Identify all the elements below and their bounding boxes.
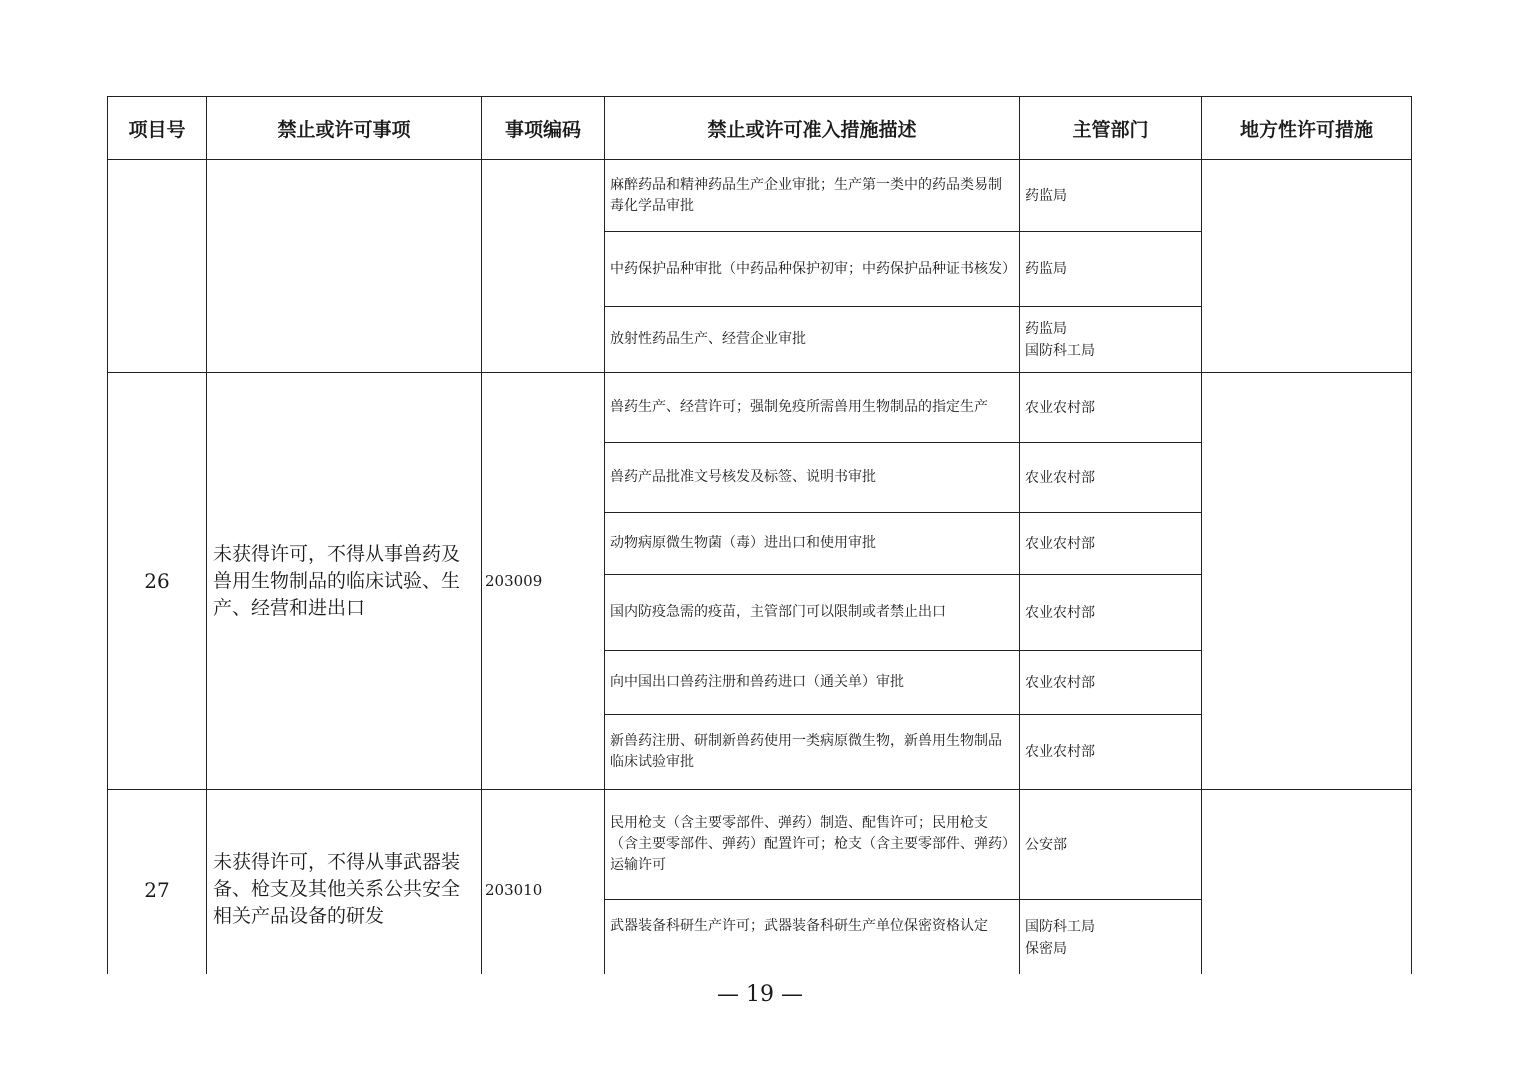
item-number-cell: 26	[108, 373, 207, 790]
department-name: 药监局	[1025, 320, 1067, 337]
department-name: 公安部	[1025, 836, 1067, 853]
table-row	[108, 373, 1412, 443]
description-cell: 放射性药品生产、经营企业审批	[605, 307, 1020, 373]
header-department: 主管部门	[1020, 97, 1202, 160]
description-cell: 麻醉药品和精神药品生产企业审批；生产第一类中的药品类易制毒化学品审批	[605, 160, 1020, 232]
description-cell: 兽药产品批准文号核发及标签、说明书审批	[605, 443, 1020, 513]
department-cell: 农业农村部	[1020, 715, 1202, 790]
header-item: 禁止或许可事项	[207, 97, 482, 160]
header-local-measures: 地方性许可措施	[1202, 97, 1412, 160]
description-cell: 民用枪支（含主要零部件、弹药）制造、配售许可；民用枪支（含主要零部件、弹药）配置许可；枪支（含主要零部件、弹药）运输许可	[605, 790, 1020, 900]
permit-table	[107, 96, 1412, 974]
description-cell: 新兽药注册、研制新兽药使用一类病原微生物，新兽用生物制品临床试验审批	[605, 715, 1020, 790]
local-measures-cell	[1202, 373, 1412, 790]
code-cell	[482, 160, 605, 373]
department-name: 保密局	[1025, 941, 1067, 957]
description-cell: 兽药生产、经营许可；强制免疫所需兽用生物制品的指定生产	[605, 373, 1020, 443]
description-cell: 武器装备科研生产许可；武器装备科研生产单位保密资格认定	[605, 900, 1020, 975]
table-row	[108, 790, 1412, 900]
description-cell: 中药保护品种审批（中药品种保护初审；中药保护品种证书核发）	[605, 232, 1020, 307]
item-cell: 未获得许可，不得从事兽药及兽用生物制品的临床试验、生产、经营和进出口	[207, 373, 482, 790]
department-cell: 农业农村部	[1020, 513, 1202, 575]
department-cell	[1020, 160, 1202, 232]
code-cell: 203009	[482, 373, 605, 790]
item-number-cell: 27	[108, 790, 207, 975]
department-name: 药监局	[1025, 261, 1067, 277]
description-cell: 向中国出口兽药注册和兽药进口（通关单）审批	[605, 651, 1020, 715]
item-cell: 未获得许可，不得从事武器装备、枪支及其他关系公共安全相关产品设备的研发	[207, 790, 482, 975]
department-cell: 农业农村部	[1020, 373, 1202, 443]
local-measures-cell	[1202, 790, 1412, 975]
department-cell	[1020, 790, 1202, 900]
table-container	[107, 96, 1412, 974]
description-cell: 动物病原微生物菌（毒）进出口和使用审批	[605, 513, 1020, 575]
department-name: 国防科工局	[1025, 919, 1095, 935]
page-number: — 19 —	[717, 982, 803, 1007]
table-row	[108, 160, 1412, 232]
department-cell: 农业农村部	[1020, 575, 1202, 651]
header-code: 事项编码	[482, 97, 605, 160]
header-item-number: 项目号	[108, 97, 207, 160]
department-cell	[1020, 900, 1202, 975]
local-measures-cell	[1202, 160, 1412, 373]
description-cell: 国内防疫急需的疫苗，主管部门可以限制或者禁止出口	[605, 575, 1020, 651]
header-description: 禁止或许可准入措施描述	[605, 97, 1020, 160]
department-cell	[1020, 232, 1202, 307]
item-cell	[207, 160, 482, 373]
department-cell: 农业农村部	[1020, 443, 1202, 513]
table-header-row	[108, 97, 1412, 160]
item-number-cell	[108, 160, 207, 373]
department-name: 国防科工局	[1025, 342, 1095, 359]
department-cell: 农业农村部	[1020, 651, 1202, 715]
department-name: 药监局	[1025, 187, 1067, 204]
code-cell: 203010	[482, 790, 605, 975]
department-cell	[1020, 307, 1202, 373]
